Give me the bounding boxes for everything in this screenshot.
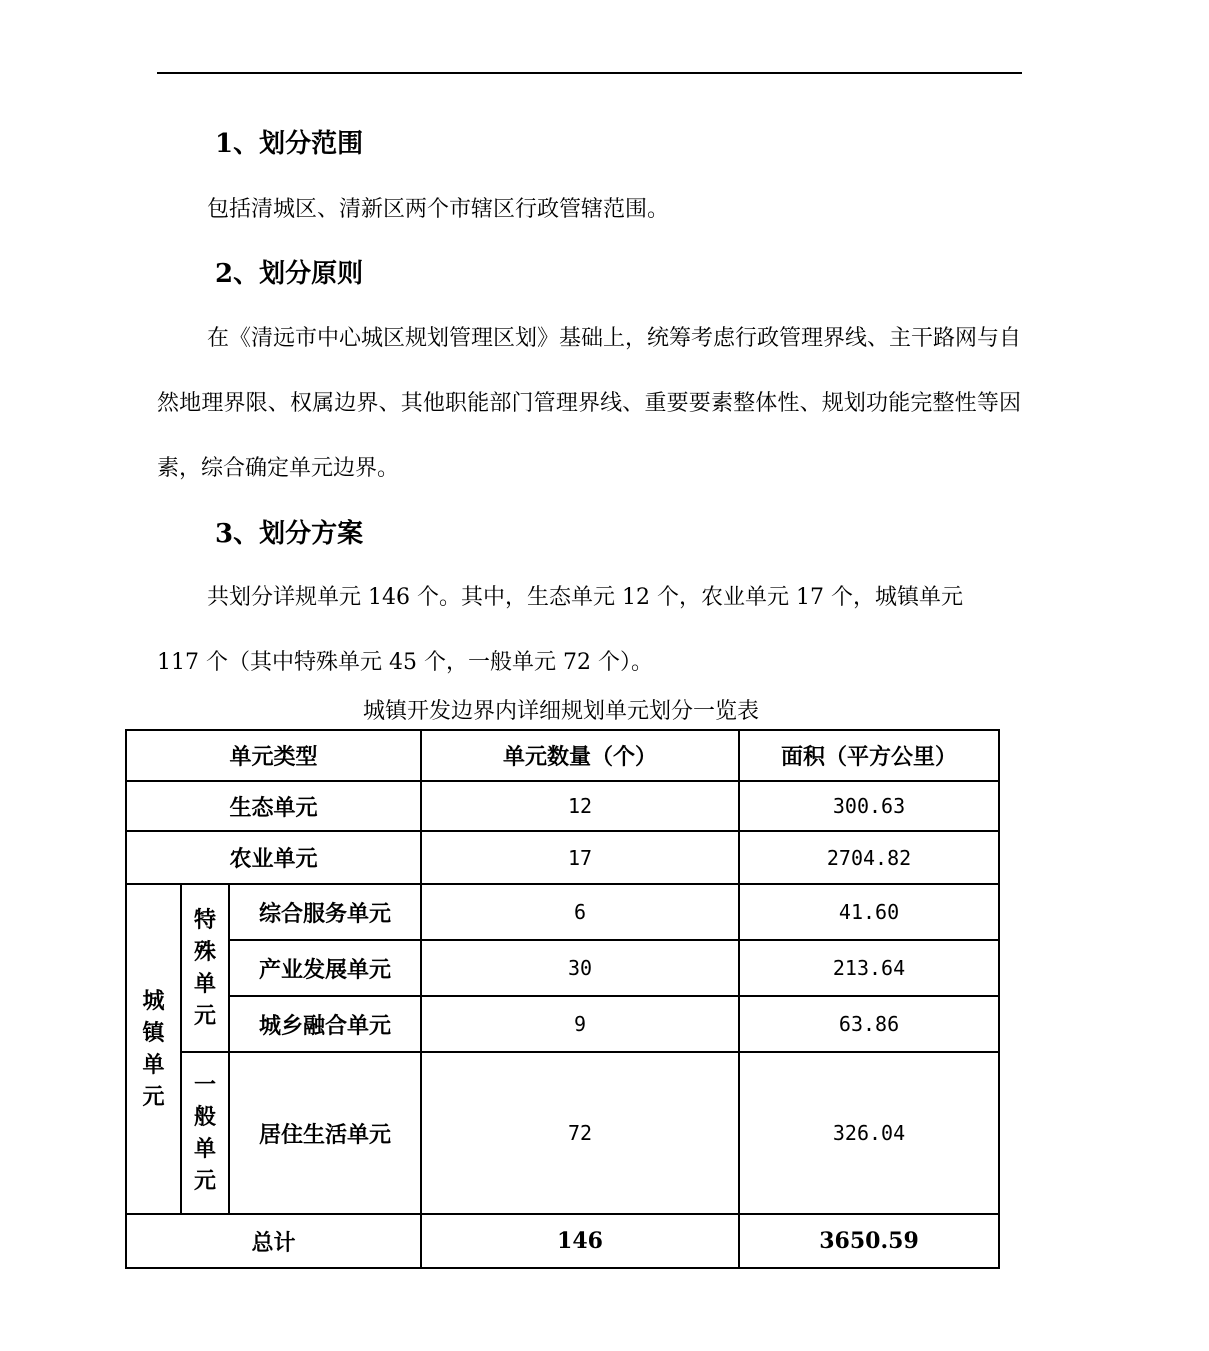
- section-1-text: 包括清城区、清新区两个市辖区行政管辖范围。: [207, 197, 670, 222]
- general-unit-group: [181, 1052, 229, 1214]
- row-area: 326.04: [739, 1052, 999, 1214]
- section-3-heading: 3、划分方案: [215, 519, 364, 549]
- table-row: [126, 996, 999, 1052]
- row-count: 9: [421, 996, 739, 1052]
- row-label: 居住生活单元: [229, 1052, 421, 1214]
- header-area: 面积（平方公里）: [739, 730, 999, 781]
- table-row: [126, 1052, 999, 1214]
- total-area: 3650.59: [739, 1214, 999, 1268]
- row-count: 72: [421, 1052, 739, 1214]
- section-1-heading: 1、划分范围: [215, 129, 364, 159]
- table-row: [126, 940, 999, 996]
- row-area: 63.86: [739, 996, 999, 1052]
- row-area: 213.64: [739, 940, 999, 996]
- row-area: 300.63: [739, 781, 999, 831]
- row-label: 农业单元: [126, 831, 421, 884]
- table-caption: 城镇开发边界内详细规划单元划分一览表: [362, 699, 759, 724]
- general-unit-group-label: 一般单元: [193, 1072, 216, 1194]
- total-label: 总计: [126, 1214, 421, 1268]
- town-unit-group: [126, 884, 181, 1214]
- row-count: 12: [421, 781, 739, 831]
- row-area: 41.60: [739, 884, 999, 940]
- table-row: [126, 831, 999, 884]
- row-area: 2704.82: [739, 831, 999, 884]
- row-count: 30: [421, 940, 739, 996]
- town-unit-group-label: 城镇单元: [142, 988, 165, 1110]
- row-label: 生态单元: [126, 781, 421, 831]
- header-rule: [157, 72, 1022, 74]
- section-3-line-2: 117 个（其中特殊单元 45 个，一般单元 72 个）。: [157, 650, 653, 675]
- header-unit-count: 单元数量（个）: [421, 730, 739, 781]
- special-unit-group-label: 特殊单元: [193, 907, 216, 1029]
- row-count: 6: [421, 884, 739, 940]
- table-row: [126, 781, 999, 831]
- section-3-line-1: 共划分详规单元 146 个。其中，生态单元 12 个，农业单元 17 个，城镇单元: [207, 585, 963, 610]
- section-2-heading: 2、划分原则: [215, 259, 364, 289]
- unit-division-table: [125, 729, 1000, 1269]
- table-header-row: [126, 730, 999, 781]
- special-unit-group: [181, 884, 229, 1052]
- header-unit-type: 单元类型: [126, 730, 421, 781]
- row-count: 17: [421, 831, 739, 884]
- table-row: [126, 884, 999, 940]
- row-label: 产业发展单元: [229, 940, 421, 996]
- row-label: 城乡融合单元: [229, 996, 421, 1052]
- total-count: 146: [421, 1214, 739, 1268]
- row-label: 综合服务单元: [229, 884, 421, 940]
- table-total-row: [126, 1214, 999, 1268]
- section-2-text: 在《清远市中心城区规划管理区划》基础上，统筹考虑行政管理界线、主干路网与自然地理界限、权属边界、其他职能部门管理界线、重要要素整体性、规划功能完整性等因素，综合确定单元边界。: [157, 326, 1022, 481]
